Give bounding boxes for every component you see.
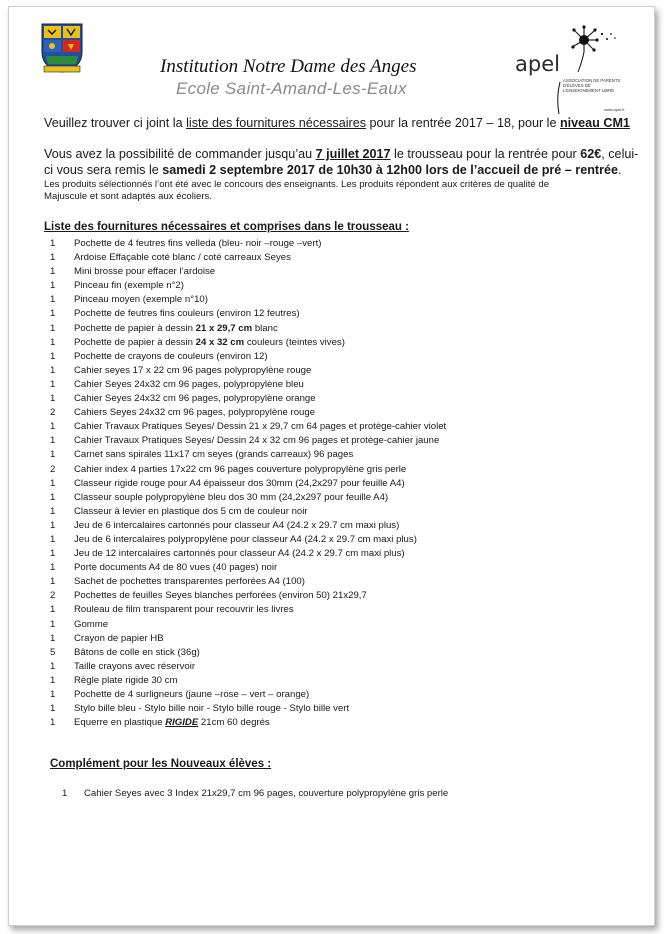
item-text-pre: Carnet sans spirales 11x17 cm seyes (grands carreaux) 96 pages — [74, 449, 354, 461]
item-quantity: 1 — [50, 703, 56, 715]
kit-price: 62€ — [580, 147, 602, 161]
item-quantity: 2 — [50, 407, 56, 419]
item-quantity: 1 — [50, 562, 56, 574]
item-description — [74, 463, 406, 477]
item-description — [74, 702, 349, 716]
item-text-pre: Pinceau moyen (exemple n°10) — [74, 294, 208, 306]
item-quantity: 1 — [50, 294, 56, 306]
item-text-pre: Cahier Travaux Pratiques Seyes/ Dessin 24 x 32 cm 96 pages et protège-cahier jaune — [74, 435, 440, 447]
item-quantity: 1 — [50, 435, 56, 447]
item-quantity: 1 — [50, 717, 56, 729]
item-text-pre: Cahier Seyes avec 3 Index 21x29,7 cm 96 pages, couverture polypropylène gris perle — [84, 788, 449, 799]
item-quantity: 1 — [50, 350, 56, 362]
item-text-bold: 24 x 32 cm — [195, 336, 245, 348]
intro-line-2 — [44, 147, 638, 162]
item-description — [74, 392, 316, 406]
item-description — [74, 322, 278, 336]
item-quantity: 1 — [50, 252, 56, 264]
item-quantity: 1 — [50, 660, 56, 672]
item-text-pre: Ardoise Effaçable coté blanc / coté carreaux Seyes — [74, 252, 291, 264]
item-text-pre: Pochette de feutres fins couleurs (environ 12 feutres) — [74, 308, 300, 320]
item-text-post: blanc — [252, 322, 278, 334]
order-deadline: 7 juillet 2017 — [315, 147, 391, 161]
item-quantity: 1 — [50, 491, 56, 503]
item-description — [74, 265, 215, 279]
item-text-pre: Pochette de papier à dessin — [74, 336, 196, 348]
item-description — [74, 688, 309, 702]
item-text-bolditalic: RIGIDE — [165, 717, 199, 729]
item-description — [74, 406, 315, 420]
intro-text: Veuillez trouver ci joint la — [44, 116, 187, 130]
intro-line-1 — [44, 116, 630, 131]
item-text-pre: Gomme — [74, 618, 109, 630]
item-text-pre: Taille crayons avec réservoir — [74, 660, 196, 672]
item-text-pre: Bâtons de colle en stick (36g) — [74, 646, 200, 658]
item-description — [74, 448, 353, 462]
item-description — [74, 378, 304, 392]
item-description — [74, 279, 184, 293]
level-label: niveau CM1 — [559, 116, 630, 130]
intro-text: , celui- — [601, 147, 639, 161]
item-text-pre: Classeur souple polypropylène bleu dos 30 mm (24,2x297 pour feuille A4) — [74, 491, 389, 503]
school-name: Institution Notre Dame des Anges — [160, 56, 417, 77]
item-description — [74, 547, 405, 561]
complement-heading: Complément pour les Nouveaux élèves : — [50, 758, 272, 770]
item-quantity: 5 — [50, 646, 56, 658]
pickup-date: samedi 2 septembre 2017 de 10h30 à 12h00 lors de l’accueil de pré – rentrée — [162, 163, 618, 177]
item-text-pre: Jeu de 6 intercalaires polypropylène pour classeur A4 (24.2 x 29.7 cm maxi plus) — [74, 533, 417, 545]
item-text-pre: Classeur rigide rouge pour A4 épaisseur dos 30mm (24,2x297 pour feuille A4) — [74, 477, 405, 489]
item-quantity: 1 — [50, 674, 56, 686]
item-description — [74, 251, 291, 265]
intro-text: ci vous sera remis le — [44, 163, 163, 177]
item-quantity: 1 — [50, 505, 56, 517]
item-quantity: 1 — [50, 477, 56, 489]
note-line-2: Majuscule et sont adaptés aux écoliers. — [44, 191, 212, 202]
item-quantity: 1 — [50, 519, 56, 531]
item-text-pre: Cahier Travaux Pratiques Seyes/ Dessin 21 x 29,7 cm 64 pages et protège-cahier violet — [74, 421, 447, 433]
item-text-post: 21cm 60 degrés — [198, 717, 270, 729]
item-text-pre: Sachet de pochettes transparentes perforées A4 (100) — [74, 576, 305, 588]
intro-text: pour la rentrée 2017 – 18, pour le — [366, 116, 560, 130]
supplies-list-reference: liste des fournitures nécessaires — [186, 116, 367, 130]
item-description — [74, 336, 345, 350]
intro-text: Vous avez la possibilité de commander jusqu’au — [44, 147, 316, 161]
item-text-pre: Cahier Seyes 24x32 cm 96 pages, polypropylène orange — [74, 393, 316, 405]
supplies-list-heading: Liste des fournitures nécessaires et comprises dans le trousseau : — [44, 221, 409, 233]
item-quantity: 1 — [50, 308, 56, 320]
item-description — [74, 589, 367, 603]
item-quantity: 1 — [50, 449, 56, 461]
item-description — [74, 716, 270, 730]
item-quantity: 1 — [50, 604, 56, 616]
item-text-pre: Cahier seyes 17 x 22 cm 96 pages polypropylène rouge — [74, 364, 312, 376]
item-description — [74, 237, 321, 251]
item-text-post: couleurs (teintes vives) — [244, 336, 345, 348]
item-description — [74, 293, 208, 307]
item-quantity: 1 — [50, 576, 56, 588]
item-text-pre: Jeu de 12 intercalaires cartonnés pour classeur A4 (24.2 x 29.7 cm maxi plus) — [74, 548, 405, 560]
item-quantity: 1 — [62, 788, 68, 799]
item-text-bold: 21 x 29,7 cm — [195, 322, 253, 334]
item-text-pre: Pochette de crayons de couleurs (environ 12) — [74, 350, 268, 362]
apel-url: www.apel.fr — [604, 107, 625, 112]
item-text-pre: Jeu de 6 intercalaires cartonnés pour classeur A4 (24.2 x 29.7 cm maxi plus) — [74, 519, 400, 531]
item-description — [74, 491, 388, 505]
item-text-pre: Règle plate rigide 30 cm — [74, 674, 178, 686]
item-text-pre: Classeur à levier en plastique dos 5 cm de couleur noir — [74, 505, 308, 517]
item-quantity: 1 — [50, 336, 56, 348]
apel-tagline: ASSOCIATION DE PARENTS D'ÉLÈVES DE L'ENSEIGNEMENT LIBRE — [563, 78, 621, 93]
item-description — [74, 307, 300, 321]
item-description — [74, 632, 164, 646]
item-text-pre: Pochette de papier à dessin — [74, 322, 196, 334]
item-description — [74, 364, 311, 378]
school-subtitle: Ecole Saint-Amand-Les-Eaux — [176, 79, 407, 98]
item-text-pre: Pochettes de feuilles Seyes blanches perforées (environ 50) 21x29,7 — [74, 590, 367, 602]
item-description — [74, 519, 399, 533]
item-description — [84, 787, 448, 801]
item-quantity: 1 — [50, 378, 56, 390]
item-quantity: 1 — [50, 364, 56, 376]
item-text-pre: Pochette de 4 feutres fins velleda (bleu- noir –rouge –vert) — [74, 238, 322, 249]
item-description — [74, 477, 405, 491]
item-quantity: 1 — [50, 280, 56, 292]
item-text-pre: Stylo bille bleu - Stylo bille noir - Stylo bille rouge - Stylo bille vert — [74, 703, 350, 715]
item-description — [74, 646, 200, 660]
item-text-pre: Cahier index 4 parties 17x22 cm 96 pages couverture polypropylène gris perle — [74, 463, 407, 475]
item-description — [74, 434, 439, 448]
item-text-pre: Equerre en plastique — [74, 717, 166, 729]
intro-text: le trousseau pour la rentrée pour — [390, 147, 581, 161]
item-quantity: 1 — [50, 632, 56, 644]
item-description — [74, 561, 277, 575]
item-text-pre: Pochette de 4 surligneurs (jaune –rose – vert – orange) — [74, 689, 310, 700]
item-quantity: 1 — [50, 238, 56, 249]
item-quantity: 2 — [50, 463, 56, 475]
intro-line-3 — [44, 163, 622, 178]
note-line-1: Les produits sélectionnés l’ont été avec le concours des enseignants. Les produits répondent aux critères de qualité de — [44, 179, 550, 190]
school-crest-icon — [40, 22, 84, 74]
item-text-pre: Rouleau de film transparent pour recouvrir les livres — [74, 604, 294, 616]
item-quantity: 1 — [50, 618, 56, 630]
item-description — [74, 618, 108, 632]
item-quantity: 1 — [50, 533, 56, 545]
item-text-pre: Pinceau fin (exemple n°2) — [74, 280, 184, 292]
item-description — [74, 660, 195, 674]
item-quantity: 1 — [50, 421, 56, 433]
item-text-pre: Crayon de papier HB — [74, 632, 164, 644]
item-text-pre: Porte documents A4 de 80 vues (40 pages) noir — [74, 562, 278, 574]
apel-logo-text: apel — [515, 52, 560, 76]
item-description — [74, 575, 305, 589]
item-text-pre: Cahiers Seyes 24x32 cm 96 pages, polypropylène rouge — [74, 407, 316, 419]
item-description — [74, 505, 308, 519]
intro-text: . — [618, 163, 622, 177]
item-quantity: 1 — [50, 266, 56, 278]
item-text-pre: Cahier Seyes 24x32 cm 96 pages, polypropylène bleu — [74, 378, 304, 390]
item-description — [74, 674, 177, 688]
item-quantity: 1 — [50, 322, 56, 334]
item-quantity: 1 — [50, 548, 56, 560]
item-quantity: 2 — [50, 590, 56, 602]
item-quantity: 1 — [50, 689, 56, 700]
item-description — [74, 603, 294, 617]
item-description — [74, 420, 446, 434]
item-description — [74, 533, 417, 547]
item-quantity: 1 — [50, 393, 56, 405]
item-text-pre: Mini brosse pour effacer l’ardoise — [74, 266, 216, 278]
item-description — [74, 350, 268, 364]
